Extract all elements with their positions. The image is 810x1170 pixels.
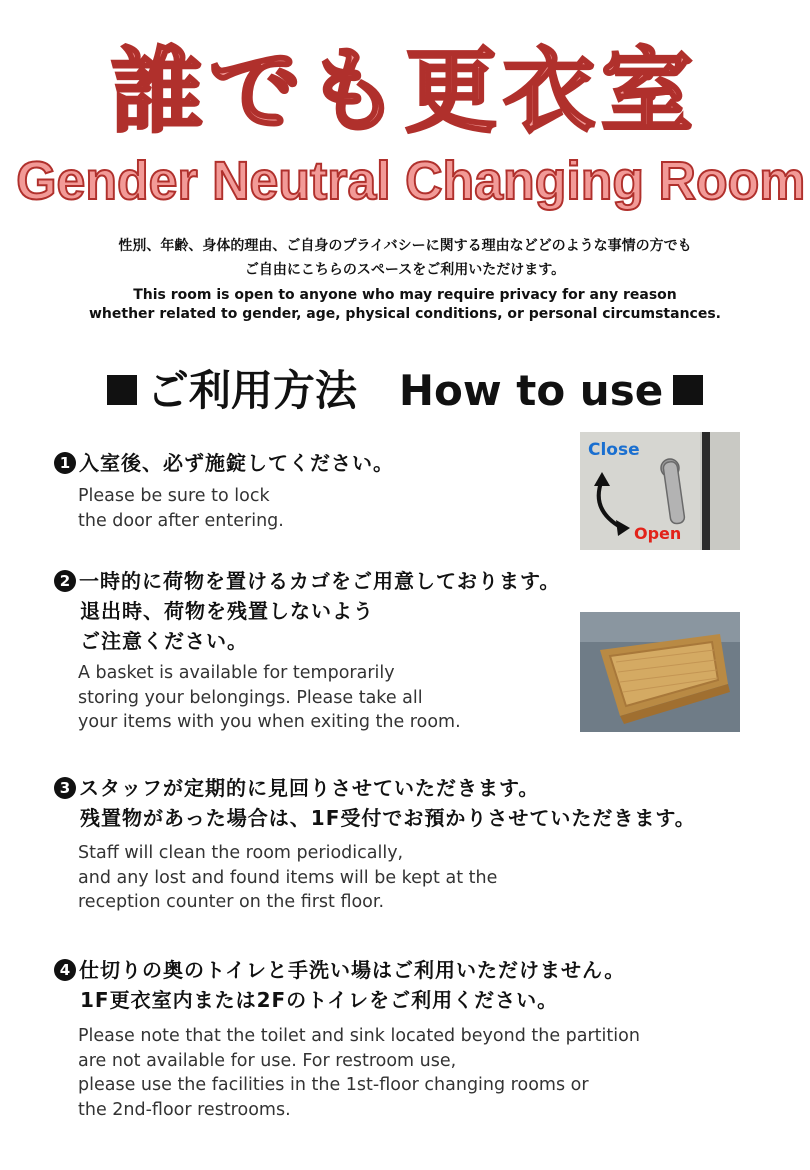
basket-photo	[580, 612, 740, 732]
how-to-use-heading-text: ご利用方法 How to use	[146, 366, 664, 415]
step-4-english-line-1: Please note that the toilet and sink located beyond the partition	[78, 1026, 640, 1046]
close-label: Close	[588, 440, 640, 460]
black-square-icon	[673, 375, 703, 405]
step-4-english-line-4: the 2nd-floor restrooms.	[78, 1099, 291, 1120]
step-2-japanese-line-3: ご注意ください。	[80, 629, 248, 653]
step-1-english-line-1: Please be sure to lock	[78, 486, 270, 506]
step-2-english-line-2: storing your belongings. Please take all	[78, 687, 423, 708]
step-3-english-line-3: reception counter on the first floor.	[78, 892, 385, 912]
intro-japanese-line-1: 性別、年齢、身体的理由、ご自身のプライバシーに関する理由などどのような事情の方でも	[118, 238, 692, 254]
step-2-japanese-line-2: 退出時、荷物を残置しないよう	[80, 599, 374, 623]
how-to-use-heading	[0, 360, 810, 422]
basket-illustration	[580, 612, 740, 732]
intro-english-line-1: This room is open to anyone who may require privacy for any reason	[133, 287, 677, 303]
step-2-english-line-3: your items with you when exiting the room.	[78, 712, 461, 732]
intro-japanese-line-2: ご自由にこちらのスペースをご利用いただけます。	[244, 262, 566, 278]
step-3-english-line-1: Staff will clean the room periodically,	[78, 843, 404, 863]
step-number-badge: 2	[54, 570, 76, 592]
step-2-japanese	[54, 566, 560, 656]
step-2-english-line-1: A basket is available for temporarily	[78, 663, 395, 683]
step-3-japanese-line-2: 残置物があった場合は、1F受付でお預かりさせていただきます。	[80, 806, 696, 830]
step-1-japanese	[54, 448, 394, 478]
step-4-japanese-line-1: 仕切りの奥のトイレと手洗い場はご利用いただけません。	[79, 958, 626, 982]
step-2-english	[78, 661, 461, 735]
intro-english-line-2: whether related to gender, age, physical conditions, or personal circumstances.	[88, 306, 721, 322]
step-number-badge: 3	[54, 777, 76, 799]
step-4-japanese-line-2: 1F更衣室内または2Fのトイレをご利用ください。	[80, 988, 559, 1012]
step-2-japanese-line-1: 一時的に荷物を置けるカゴをご用意しております。	[79, 569, 561, 593]
step-4-english-line-2: are not available for use. For restroom use,	[78, 1050, 457, 1071]
step-1-english-line-2: the door after entering.	[78, 510, 284, 531]
step-1-japanese-line-1: 入室後、必ず施錠してください。	[79, 451, 394, 475]
page-title-japanese: 誰でも更衣室	[110, 38, 699, 145]
step-3-japanese-line-1: スタッフが定期的に見回りさせていただきます。	[79, 776, 540, 800]
step-number-badge: 4	[54, 959, 76, 981]
step-4-english	[78, 1024, 640, 1122]
step-3-english	[78, 841, 497, 915]
step-4-japanese	[54, 955, 625, 1015]
step-3-english-line-2: and any lost and found items will be kept at the	[78, 867, 498, 888]
step-number-badge: 1	[54, 452, 76, 474]
open-label: Open	[634, 524, 682, 543]
step-3-japanese	[54, 773, 696, 833]
door-lock-photo	[580, 432, 740, 550]
black-square-icon	[107, 375, 137, 405]
step-4-english-line-3: please use the facilities in the 1st-floor changing rooms or	[78, 1075, 589, 1095]
step-1-english	[78, 484, 284, 533]
page-title-english: Gender Neutral Changing Room	[16, 151, 806, 211]
